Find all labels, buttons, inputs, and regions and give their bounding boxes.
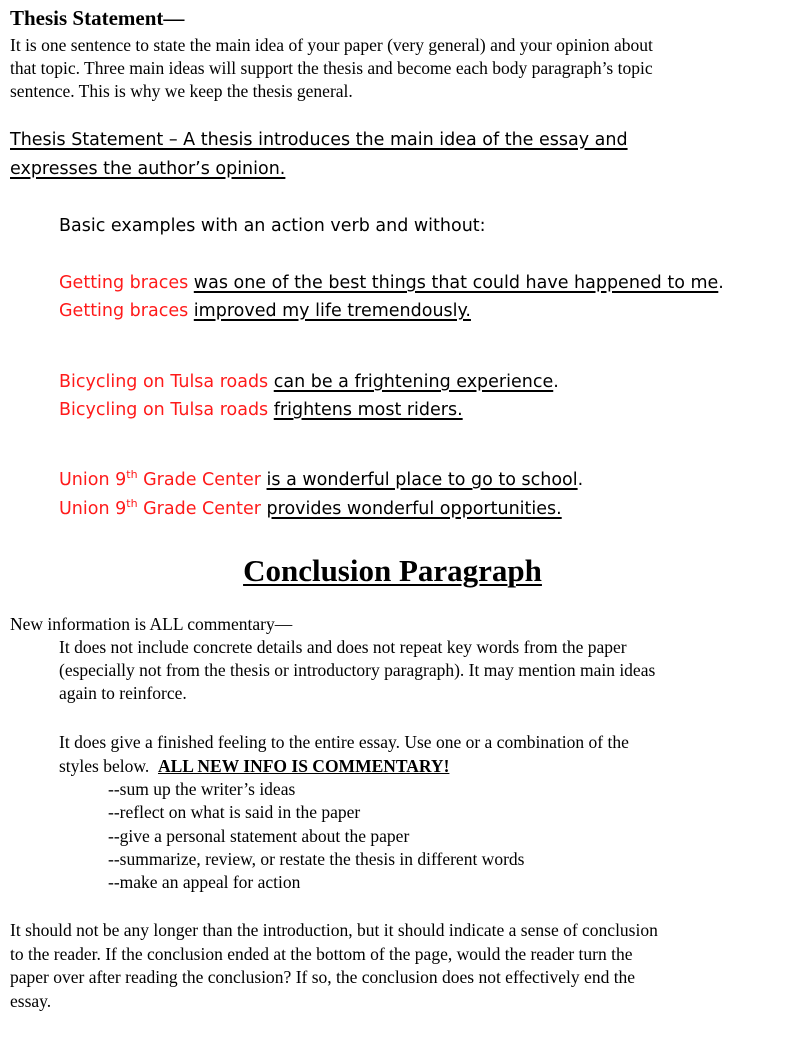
style-item-1: --sum up the writer’s ideas xyxy=(108,779,296,799)
example-subject: Union 9th Grade Center xyxy=(59,497,261,519)
thesis-description-line-2: that topic. Three main ideas will support the thesis and become each body paragraph’s topic xyxy=(10,58,653,78)
para2-lead-text: styles below. xyxy=(59,756,158,776)
closing-line-2: to the reader. If the conclusion ended at the bottom of the page, would the reader turn the xyxy=(10,944,633,964)
thesis-heading: Thesis Statement— xyxy=(10,6,185,30)
thesis-definition-line-1: Thesis Statement – A thesis introduces the main idea of the essay and xyxy=(10,130,628,150)
example-2-sentence-a xyxy=(59,372,559,392)
example-predicate: was one of the best things that could have happened to me xyxy=(193,273,719,293)
example-predicate: is a wonderful place to go to school xyxy=(266,470,578,490)
style-item-2: --reflect on what is said in the paper xyxy=(108,802,361,822)
closing-line-1: It should not be any longer than the introduction, but it should indicate a sense of conclusion xyxy=(10,920,658,940)
example-2-sentence-b xyxy=(59,400,463,420)
style-item-3: --give a personal statement about the paper xyxy=(108,826,410,846)
style-item-5: --make an appeal for action xyxy=(108,872,301,892)
example-end: . xyxy=(553,372,559,392)
example-1-sentence-b xyxy=(59,301,471,321)
conclusion-para2-line-1: It does give a finished feeling to the entire essay. Use one or a combination of the xyxy=(59,732,629,752)
example-predicate: improved my life tremendously. xyxy=(193,301,471,321)
conclusion-intro: New information is ALL commentary— xyxy=(10,614,293,634)
example-end: . xyxy=(577,470,584,490)
example-predicate: frightens most riders. xyxy=(273,400,463,420)
example-subject: Union 9th Grade Center xyxy=(59,468,261,490)
conclusion-para1-line-3: again to reinforce. xyxy=(59,683,187,703)
example-1-sentence-a xyxy=(59,273,724,293)
closing-line-4: essay. xyxy=(10,991,52,1011)
example-predicate: provides wonderful opportunities. xyxy=(266,499,562,519)
example-subject: Getting braces xyxy=(59,301,189,321)
closing-line-3: paper over after reading the conclusion? If so, the conclusion does not effectively end the xyxy=(10,967,636,987)
example-subject: Bicycling on Tulsa roads xyxy=(59,372,269,392)
commentary-emphasis: ALL NEW INFO IS COMMENTARY! xyxy=(158,756,450,776)
conclusion-para1-line-1: It does not include concrete details and does not repeat key words from the paper xyxy=(59,637,627,657)
example-end: . xyxy=(718,273,724,293)
example-subject: Bicycling on Tulsa roads xyxy=(59,400,269,420)
examples-intro: Basic examples with an action verb and without: xyxy=(59,216,486,236)
thesis-description-line-3: sentence. This is why we keep the thesis general. xyxy=(10,81,353,101)
conclusion-para1-line-2: (especially not from the thesis or introductory paragraph). It may mention main ideas xyxy=(59,660,656,680)
style-item-4: --summarize, review, or restate the thesis in different words xyxy=(108,849,525,869)
thesis-description-line-1: It is one sentence to state the main idea of your paper (very general) and your opinion about xyxy=(10,35,653,55)
conclusion-para2-line-2 xyxy=(59,756,449,777)
thesis-definition-line-2: expresses the author’s opinion. xyxy=(10,159,286,179)
conclusion-title: Conclusion Paragraph xyxy=(243,553,542,588)
example-3-sentence-a xyxy=(59,470,583,490)
example-3-sentence-b xyxy=(59,499,562,519)
example-subject: Getting braces xyxy=(59,273,189,293)
example-predicate: can be a frightening experience xyxy=(273,372,554,392)
